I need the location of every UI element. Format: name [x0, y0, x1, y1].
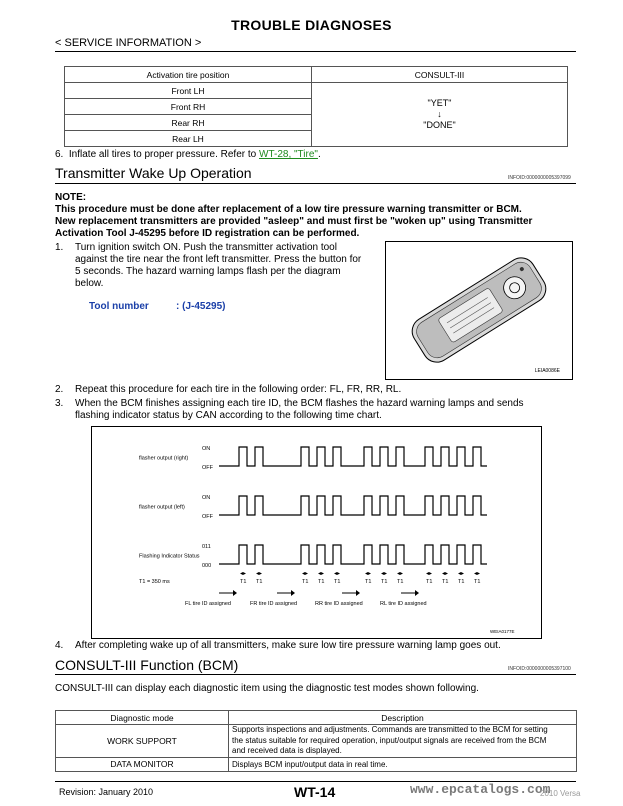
signal-waveform	[219, 496, 487, 515]
mode-cell: WORK SUPPORT	[56, 725, 229, 758]
assigned-label: RL tire ID assigned	[380, 601, 427, 607]
t1-arrow: ◂▸	[365, 571, 372, 577]
consult-infoid: INFOID:0000000005397100	[508, 666, 571, 672]
step-1-text: Turn ignition switch ON. Push the transmitter activation tool against the tire near the front left transmitter. Press the button for 5 seconds. The hazard warning lamps flash per the diagram below.	[75, 242, 362, 289]
position-cell: Front RH	[65, 99, 312, 115]
t1-label: T1	[381, 579, 388, 585]
t1-label: T1	[334, 579, 341, 585]
signal-high-label: ON	[202, 495, 211, 501]
step-2-number: 2.	[55, 384, 64, 395]
consult-heading: CONSULT-III Function (BCM)	[55, 657, 239, 673]
page-number: WT-14	[294, 784, 336, 800]
description-cell: Supports inspections and adjustments. Commands are transmitted to the BCM for setting the status suitable for required operation, input/output signals are received from the BCM and received data is displayed.	[229, 725, 577, 758]
t1-arrow: ◂▸	[397, 571, 404, 577]
consult-yet: "YET"	[427, 98, 452, 108]
t1-note: T1 = 350 ms	[139, 579, 170, 585]
step-2-text: Repeat this procedure for each tire in the following order: FL, FR, RR, RL.	[75, 384, 402, 395]
t1-label: T1	[458, 579, 465, 585]
t1-arrow: ◂▸	[474, 571, 481, 577]
t1-arrow: ◂▸	[318, 571, 325, 577]
signal-label: flasher output (right)	[139, 455, 189, 462]
wakeup-divider	[55, 183, 576, 184]
signal-waveform	[219, 447, 487, 466]
wakeup-infoid: INFOID:0000000005397099	[508, 175, 571, 181]
mode-col-header: Diagnostic mode	[56, 711, 229, 725]
t1-arrow: ◂▸	[256, 571, 263, 577]
t1-label: T1	[365, 579, 372, 585]
header-divider	[55, 51, 576, 52]
t1-arrow: ◂▸	[458, 571, 465, 577]
t1-arrow: ◂▸	[426, 571, 433, 577]
consult-arrow: ↓	[437, 109, 442, 119]
consult-divider	[55, 674, 576, 675]
note-label: NOTE:	[55, 192, 87, 203]
timing-figure-code: WEIA0177E	[490, 629, 515, 634]
activation-table	[64, 66, 568, 147]
step-4-number: 4.	[55, 640, 64, 651]
tire-reference-link[interactable]: WT-28, "Tire"	[259, 149, 318, 160]
position-cell: Front LH	[65, 83, 312, 99]
step-1-number: 1.	[55, 242, 64, 253]
page-title: TROUBLE DIAGNOSES	[231, 17, 392, 33]
note-line: This procedure must be done after replacement of a low tire pressure warning transmitter or BCM.	[55, 204, 522, 215]
activation-tool-illustration	[386, 242, 572, 379]
t1-label: T1	[474, 579, 481, 585]
assigned-arrowhead	[356, 590, 360, 596]
t1-label: T1	[426, 579, 433, 585]
assigned-arrowhead	[233, 590, 237, 596]
t1-label: T1	[302, 579, 309, 585]
note-line: Activation Tool J-45295 before ID registration can be performed.	[55, 228, 360, 239]
t1-arrow: ◂▸	[381, 571, 388, 577]
t1-label: T1	[318, 579, 325, 585]
signal-waveform	[219, 545, 487, 564]
position-cell: Rear RH	[65, 115, 312, 131]
t1-label: T1	[442, 579, 449, 585]
note-line: New replacement transmitters are provided "asleep" and must first be "woken up" using Transmitter	[55, 216, 533, 227]
description-col-header: Description	[229, 711, 577, 725]
step-number: 6.	[55, 149, 64, 160]
position-cell: Rear LH	[65, 131, 312, 147]
consult-intro: CONSULT-III can display each diagnostic item using the diagnostic test modes shown following.	[55, 683, 479, 694]
step-4-text: After completing wake up of all transmitters, make sure low tire pressure warning lamp goes out.	[75, 640, 501, 651]
step-text: Inflate all tires to proper pressure. Refer to	[68, 149, 257, 160]
signal-low-label: OFF	[202, 514, 213, 520]
consult-col-header: CONSULT-III	[312, 67, 568, 83]
signal-label: Flashing Indicator Status	[139, 553, 200, 560]
revision-date: Revision: January 2010	[59, 787, 154, 797]
assigned-arrowhead	[415, 590, 419, 596]
assigned-label: FR tire ID assigned	[250, 601, 298, 607]
signal-label: flasher output (left)	[139, 504, 185, 511]
tool-figure-code: LEIA0086E	[534, 368, 560, 374]
diagnostic-mode-table	[55, 710, 577, 772]
timing-chart	[92, 427, 541, 638]
signal-high-label: ON	[202, 446, 211, 452]
t1-arrow: ◂▸	[442, 571, 449, 577]
t1-arrow: ◂▸	[302, 571, 309, 577]
t1-arrow: ◂▸	[334, 571, 341, 577]
signal-low-label: 000	[202, 563, 212, 569]
consult-status-cell	[312, 83, 568, 147]
signal-high-label: 011	[202, 544, 211, 550]
tool-number-label: Tool number	[89, 301, 149, 312]
assigned-label: RR tire ID assigned	[315, 601, 363, 607]
assigned-label: FL tire ID assigned	[185, 601, 231, 607]
signal-low-label: OFF	[202, 465, 213, 471]
t1-label: T1	[397, 579, 404, 585]
mode-cell: DATA MONITOR	[56, 757, 229, 771]
wakeup-heading: Transmitter Wake Up Operation	[55, 165, 252, 181]
section-label: < SERVICE INFORMATION >	[55, 37, 202, 49]
assigned-arrowhead	[291, 590, 295, 596]
timing-chart-figure	[91, 426, 542, 639]
t1-label: T1	[240, 579, 247, 585]
description-cell: Displays BCM input/output data in real time.	[229, 757, 577, 771]
tool-number-value: : (J-45295)	[176, 301, 226, 312]
model-label: 2010 Versa	[540, 789, 581, 798]
t1-arrow: ◂▸	[240, 571, 247, 577]
watermark: www.epcatalogs.com	[410, 782, 551, 797]
wakeup-note	[55, 192, 577, 240]
step-6: 6. Inflate all tires to proper pressure. Refer to WT-28, "Tire".	[55, 149, 321, 160]
step-3-number: 3.	[55, 398, 64, 409]
step-3-text: When the BCM finishes assigning each tire ID, the BCM flashes the hazard warning lamps and sends flashing indicator status by CAN according to the following time chart.	[75, 398, 524, 421]
activation-tool-figure	[385, 241, 573, 380]
activation-col-header: Activation tire position	[65, 67, 312, 83]
consult-done: "DONE"	[423, 120, 456, 130]
t1-label: T1	[256, 579, 263, 585]
